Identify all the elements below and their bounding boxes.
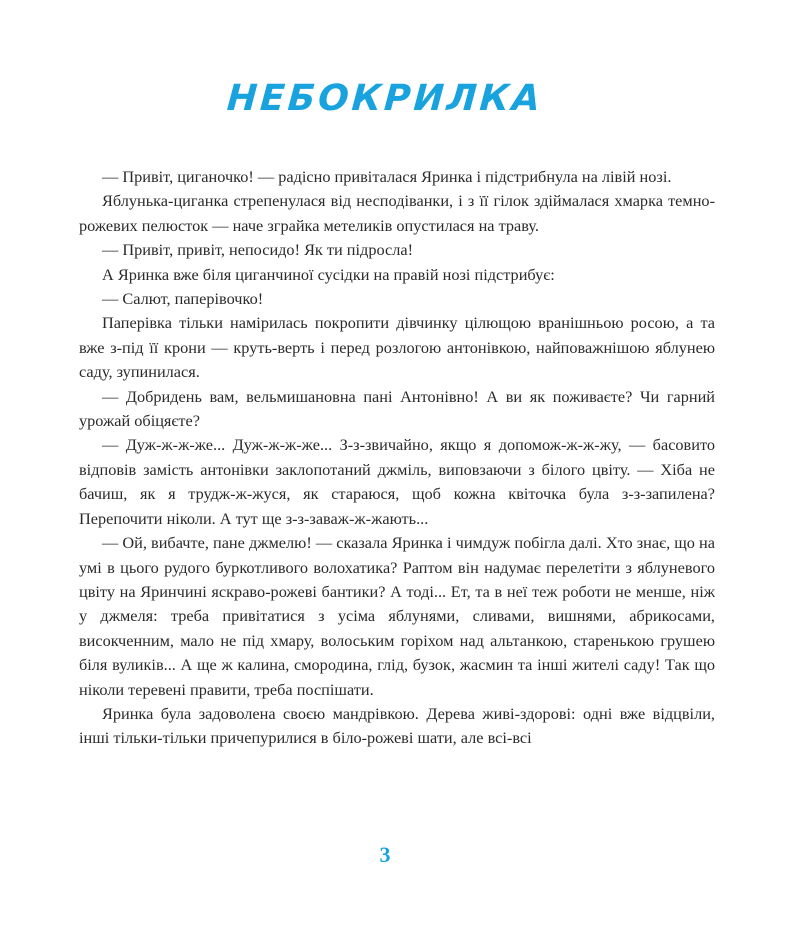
paragraph: — Добридень вам, вельмишановна пані Антонівно! А ви як поживаєте? Чи гарний урожай обіцяєте? xyxy=(79,386,715,431)
paragraph: — Привіт, привіт, непосидо! Як ти підросла! xyxy=(102,240,414,260)
paragraph: — Ой, вибачте, пане джмелю! — сказала Яринка і чимдуж побігла далі. Хто знає, що на умі в цього рудого буркотливого волохатика? Раптом він надумає перелетіти з яблуневого цвіту на Яринчині яскраво-рожеві бантики? А тоді... Ет, та в неї теж роботи не менше, ніж у джмеля: треба привітатися з усіма яблунями, сливами, вишнями, абрикосами, високченним, мало не під хмару, волоським горіхом над альтанкою, старенькою грушею біля вуликів... А ще ж калина, смородина, глід, бузок, жасмин та інші жителі саду! Так що ніколи теревені правити, треба поспішати. xyxy=(79,533,715,699)
page-number: 3 xyxy=(379,842,391,867)
paragraph: — Дуж-ж-ж-же... Дуж-ж-ж-же... З-з-звичайно, якщо я допомож-ж-ж-жу, — басовито відповів замість антонівки заклопотаний джміль, виповзаючи з білого цвіту. — Хіба не бачиш, як я трудж-ж-жуся, як стараюся, щоб кожна квіточка була з-з-запилена? Перепочити ніколи. А тут ще з-з-заваж-ж-жають... xyxy=(79,435,715,528)
paragraph: — Привіт, циганочко! — радісно привіталася Яринка і підстрибнула на лівій нозі. xyxy=(102,167,672,186)
paragraph: Яринка була задоволена своєю мандрівкою. Дерева живі-здорові: одні вже відцвіли, інші тільки-тільки причепурилися в біло-рожеві шати, але всі-всі xyxy=(79,703,715,748)
chapter-title: НЕБОКРИЛКА xyxy=(225,78,545,119)
paragraph: А Яринка вже біля циганчиної сусідки на правій нозі підстрибує: xyxy=(102,264,555,284)
body-text xyxy=(79,165,715,751)
paragraph: Яблунька-циганка стрепенулася від несподіванки, і з її гілок здіймалася хмарка темно-рожевих пелюсток — наче зграйка метеликів опустилася на траву. xyxy=(79,191,715,235)
paragraph: Паперівка тільки намірилась покропити дівчинку цілющою вранішньою росою, а та вже з-під її крони — круть-верть і перед розлогою антонівкою, найповажнішою яблунею саду, зупинилася. xyxy=(79,313,715,382)
paragraph: — Салют, паперівочко! xyxy=(102,289,264,309)
